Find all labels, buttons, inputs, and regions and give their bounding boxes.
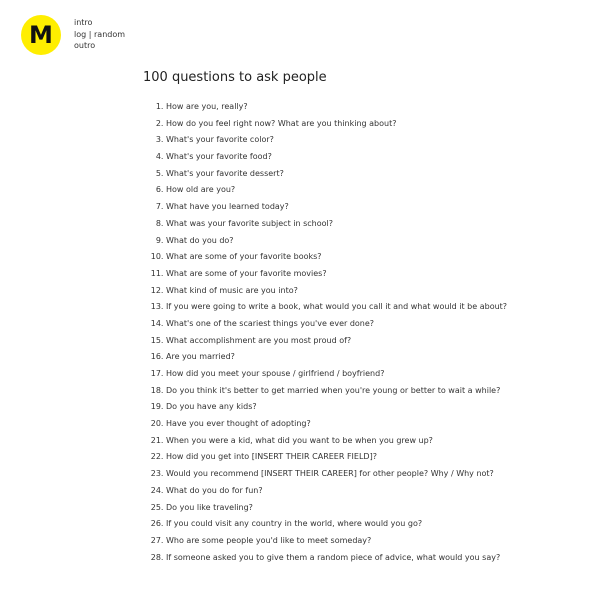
question-item: 23. Would you recommend [INSERT THEIR CAREER] for other people? Why / Why not? (166, 469, 509, 479)
page-title: 100 questions to ask people (143, 70, 327, 85)
question-item: 26. If you could visit any country in the world, where would you go? (166, 519, 509, 529)
question-item: 5. What's your favorite dessert? (166, 169, 509, 179)
nav-link-outro[interactable]: outro (74, 41, 96, 50)
question-item: 2. How do you feel right now? What are you thinking about? (166, 119, 509, 129)
nav-link-random[interactable]: random (94, 29, 126, 39)
question-item: 19. Do you have any kids? (166, 402, 509, 412)
question-item: 11. What are some of your favorite movies? (166, 269, 509, 279)
question-item: 14. What's one of the scariest things you've ever done? (166, 319, 509, 329)
question-item: 28. If someone asked you to give them a random piece of advice, what would you say? (166, 553, 509, 563)
question-item: 8. What was your favorite subject in school? (166, 219, 509, 229)
question-item: 4. What's your favorite food? (166, 152, 509, 162)
question-item: 1. How are you, really? (166, 102, 509, 112)
logo-letter: M (29, 20, 53, 49)
question-item: 25. Do you like traveling? (166, 503, 509, 513)
question-item: 20. Have you ever thought of adopting? (166, 419, 509, 429)
nav-link-intro[interactable]: intro (74, 18, 93, 27)
question-item: 21. When you were a kid, what did you want to be when you grew up? (166, 436, 509, 446)
site-nav (74, 17, 125, 52)
question-item: 3. What's your favorite color? (166, 135, 509, 145)
question-item: 22. How did you get into [INSERT THEIR CAREER FIELD]? (166, 452, 509, 462)
question-item: 12. What kind of music are you into? (166, 286, 509, 296)
question-item: 9. What do you do? (166, 236, 509, 246)
nav-row-intro (74, 17, 125, 29)
question-item: 15. What accomplishment are you most proud of? (166, 336, 509, 346)
question-item: 7. What have you learned today? (166, 202, 509, 212)
nav-link-log[interactable]: log (74, 29, 87, 39)
question-item: 17. How did you meet your spouse / girlfriend / boyfriend? (166, 369, 509, 379)
question-item: 16. Are you married? (166, 352, 509, 362)
question-item: 6. How old are you? (166, 185, 509, 195)
question-list (120, 102, 509, 569)
question-item: 10. What are some of your favorite books? (166, 252, 509, 262)
nav-row-outro (74, 40, 125, 52)
question-item: 18. Do you think it's better to get married when you're young or better to wait a while? (166, 386, 509, 396)
question-item: 24. What do you do for fun? (166, 486, 509, 496)
question-item: 27. Who are some people you'd like to meet someday? (166, 536, 509, 546)
nav-row-log-random (74, 29, 125, 41)
site-logo[interactable] (21, 15, 61, 55)
nav-separator: | (88, 29, 92, 39)
question-item: 13. If you were going to write a book, what would you call it and what would it be about? (166, 302, 509, 312)
